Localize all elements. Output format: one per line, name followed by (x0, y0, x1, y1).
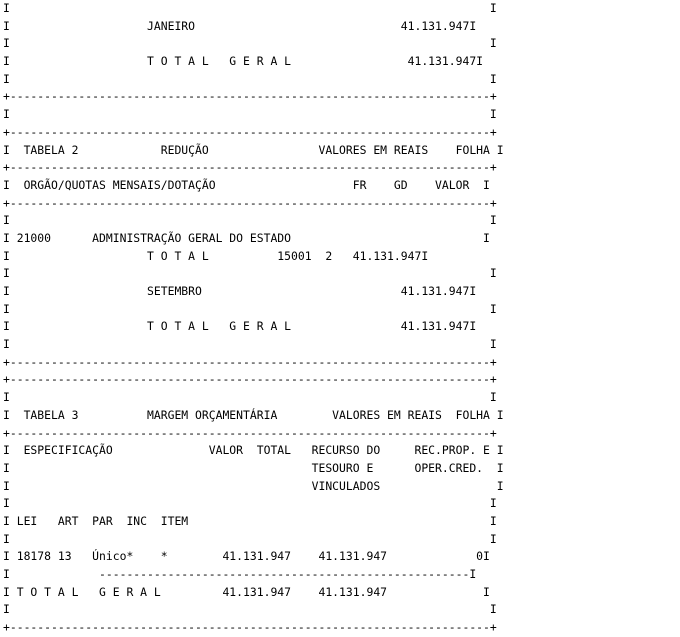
report-line: I 21000 ADMINISTRAÇÃO GERAL DO ESTADO I (3, 230, 490, 245)
report-line: I ESPECIFICAÇÃO VALOR TOTAL RECURSO DO REC.PROP. E I (3, 443, 504, 458)
report-line: I TABELA 3 MARGEM ORÇAMENTÁRIA VALORES EM REAIS FOLHA I (3, 407, 504, 422)
report-line: I I (3, 266, 497, 281)
report-line: I I (3, 213, 497, 228)
report-line: +----------------------------------------------------------------------+ (3, 124, 497, 139)
report-line: I TESOURO E OPER.CRED. I (3, 460, 504, 475)
report-line: +----------------------------------------------------------------------+ (3, 354, 497, 369)
report-line: I I (3, 337, 497, 352)
report-line: +----------------------------------------------------------------------+ (3, 89, 497, 104)
report-line: I I (3, 301, 497, 316)
report-line: I LEI ART PAR INC ITEM I (3, 513, 497, 528)
report-line: I I (3, 1, 497, 15)
report-line: I T O T A L G E R A L 41.131.947I (3, 319, 477, 334)
report-line: I T O T A L G E R A L 41.131.947 41.131.947 I (3, 584, 490, 599)
report-line: I T O T A L 15001 2 41.131.947I (3, 248, 429, 263)
report-line: +----------------------------------------------------------------------+ (3, 425, 497, 440)
report-line: I 18178 13 Único* * 41.131.947 41.131.947 0I (3, 549, 490, 564)
report-line: +----------------------------------------------------------------------+ (3, 372, 497, 387)
report-line: I I (3, 531, 497, 546)
report-line: I I (3, 496, 497, 511)
report-line: I T O T A L G E R A L 41.131.947I (3, 54, 484, 69)
report-line: +----------------------------------------------------------------------+ (3, 620, 497, 635)
report-line: I I (3, 390, 497, 405)
report-line: I I (3, 107, 497, 122)
report-line: I ------------------------------------------------------I (3, 567, 477, 581)
report-line: I JANEIRO 41.131.947I (3, 18, 477, 33)
report-line: +----------------------------------------------------------------------+ (3, 160, 497, 175)
report-line: +----------------------------------------------------------------------+ (3, 195, 497, 210)
report-line: I SETEMBRO 41.131.947I (3, 284, 477, 298)
report-line: I I (3, 36, 497, 51)
report-line: I TABELA 2 REDUÇÃO VALORES EM REAIS FOLHA I (3, 142, 504, 157)
report-line: I ORGÃO/QUOTAS MENSAIS/DOTAÇÃO FR GD VALOR I (3, 177, 490, 192)
report-line: I I (3, 71, 497, 86)
report-line: I I (3, 602, 497, 617)
report-line: I VINCULADOS I (3, 478, 504, 493)
